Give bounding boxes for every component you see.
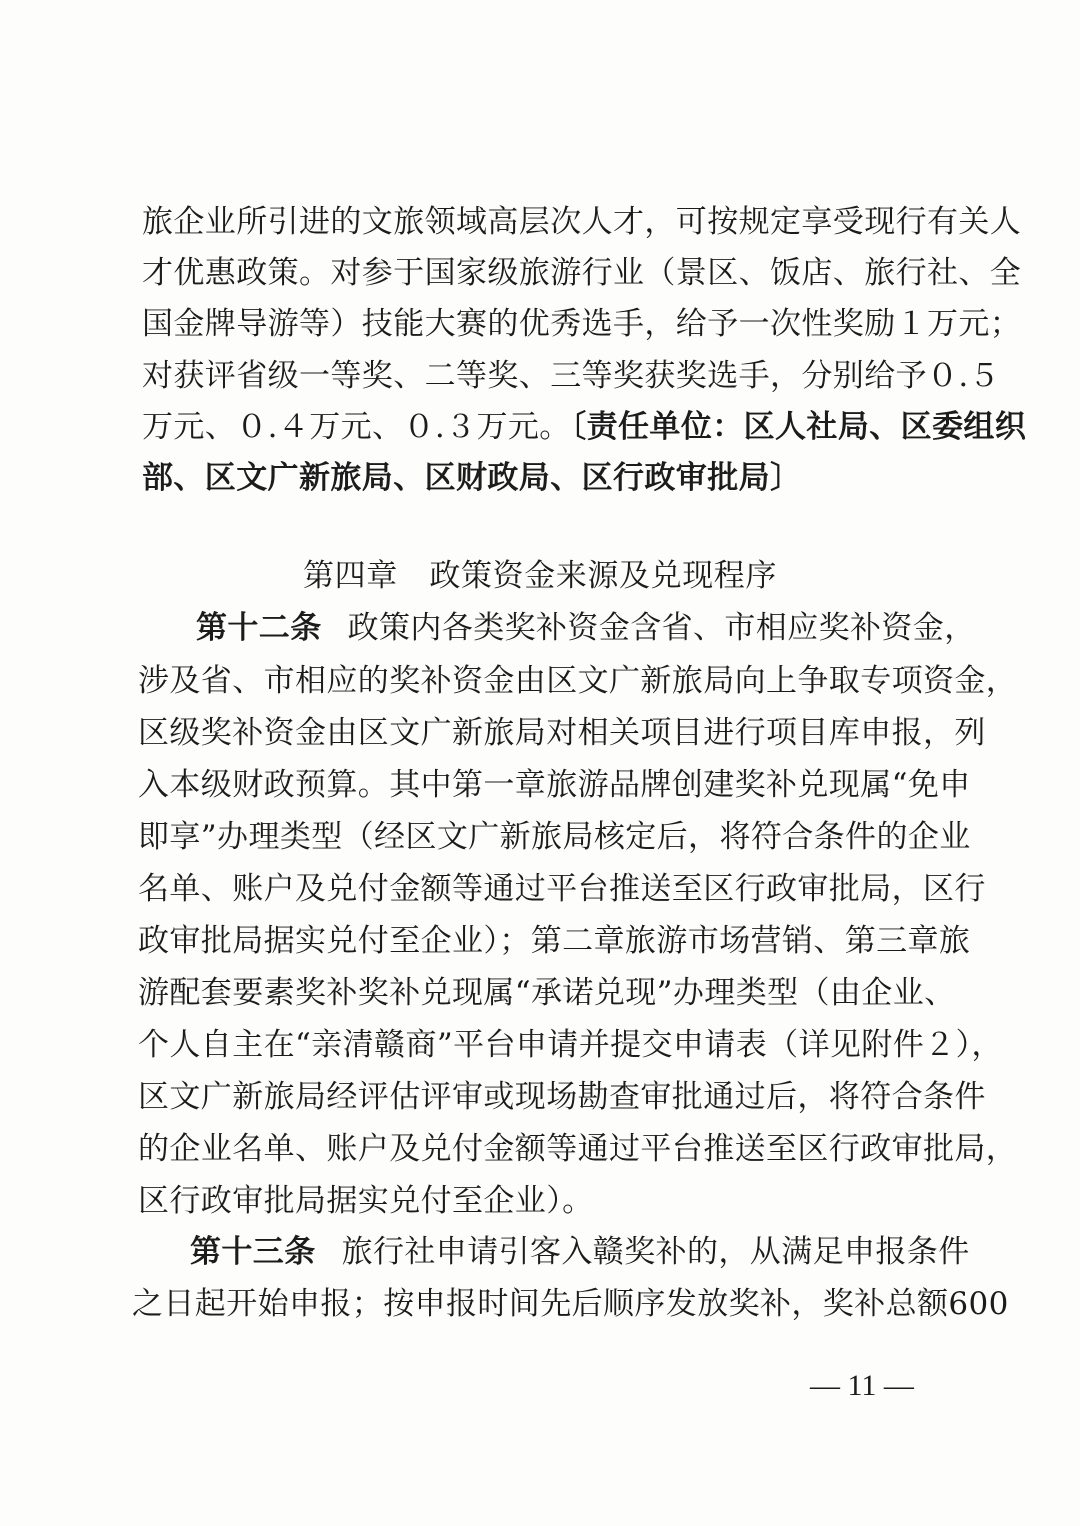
body-line: 旅企业所引进的文旅领域高层次人才，可按规定享受现行有关人 xyxy=(142,204,1022,240)
body-line: 区文广新旅局经评估评审或现场勘查审批通过后，将符合条件 xyxy=(138,1079,986,1115)
body-line: 之日起开始申报；按申报时间先后顺序发放奖补，奖补总额600 xyxy=(132,1286,1009,1322)
article-label: 第十二条 xyxy=(196,610,322,646)
body-line: 对获评省级一等奖、二等奖、三等奖获奖选手，分别给予０.５ xyxy=(142,358,1001,394)
chapter-heading: 第四章 政策资金来源及兑现程序 xyxy=(303,558,777,594)
body-line: 名单、账户及兑付金额等通过平台推送至区行政审批局，区行 xyxy=(138,871,986,907)
article-first-line xyxy=(190,1232,1080,1272)
body-line: 政审批局据实兑付至企业）；第二章旅游市场营销、第三章旅 xyxy=(138,923,971,959)
body-line xyxy=(142,407,1080,447)
body-line: 区行政审批局据实兑付至企业）。 xyxy=(138,1183,594,1219)
responsible-units: 〔责任单位：区人社局、区委组织 xyxy=(570,409,1027,445)
body-line: 国金牌导游等）技能大赛的优秀选手，给予一次性奖励１万元； xyxy=(142,306,1022,342)
body-line: 区级奖补资金由区文广新旅局对相关项目进行项目库申报，列 xyxy=(138,715,986,751)
body-line: 个人自主在“亲清赣商”平台申请并提交申请表（详见附件２）， xyxy=(138,1027,1003,1063)
body-line: 入本级财政预算。其中第一章旅游品牌创建奖补兑现属“免申 xyxy=(138,767,971,803)
body-text: 旅行社申请引客入赣奖补的，从满足申报条件 xyxy=(341,1234,970,1270)
body-text: 政策内各类奖补资金含省、市相应奖补资金， xyxy=(347,610,976,646)
responsible-units: 部、区文广新旅局、区财政局、区行政审批局〕 xyxy=(142,460,802,496)
article-label: 第十三条 xyxy=(190,1234,316,1270)
page-number: — 11 — xyxy=(810,1369,914,1402)
body-line: 涉及省、市相应的奖补资金由区文广新旅局向上争取专项资金， xyxy=(138,663,1018,699)
body-line: 游配套要素奖补奖补兑现属“承诺兑现”办理类型（由企业、 xyxy=(138,975,956,1011)
body-line: 的企业名单、账户及兑付金额等通过平台推送至区行政审批局， xyxy=(138,1131,1018,1167)
body-text: 万元、０.４万元、０.３万元。 xyxy=(142,409,571,445)
body-line: 才优惠政策。对参于国家级旅游行业（景区、饭店、旅行社、全 xyxy=(142,255,1022,291)
article-first-line xyxy=(196,608,1080,648)
body-line: 即享”办理类型（经区文广新旅局核定后，将符合条件的企业 xyxy=(138,819,971,855)
